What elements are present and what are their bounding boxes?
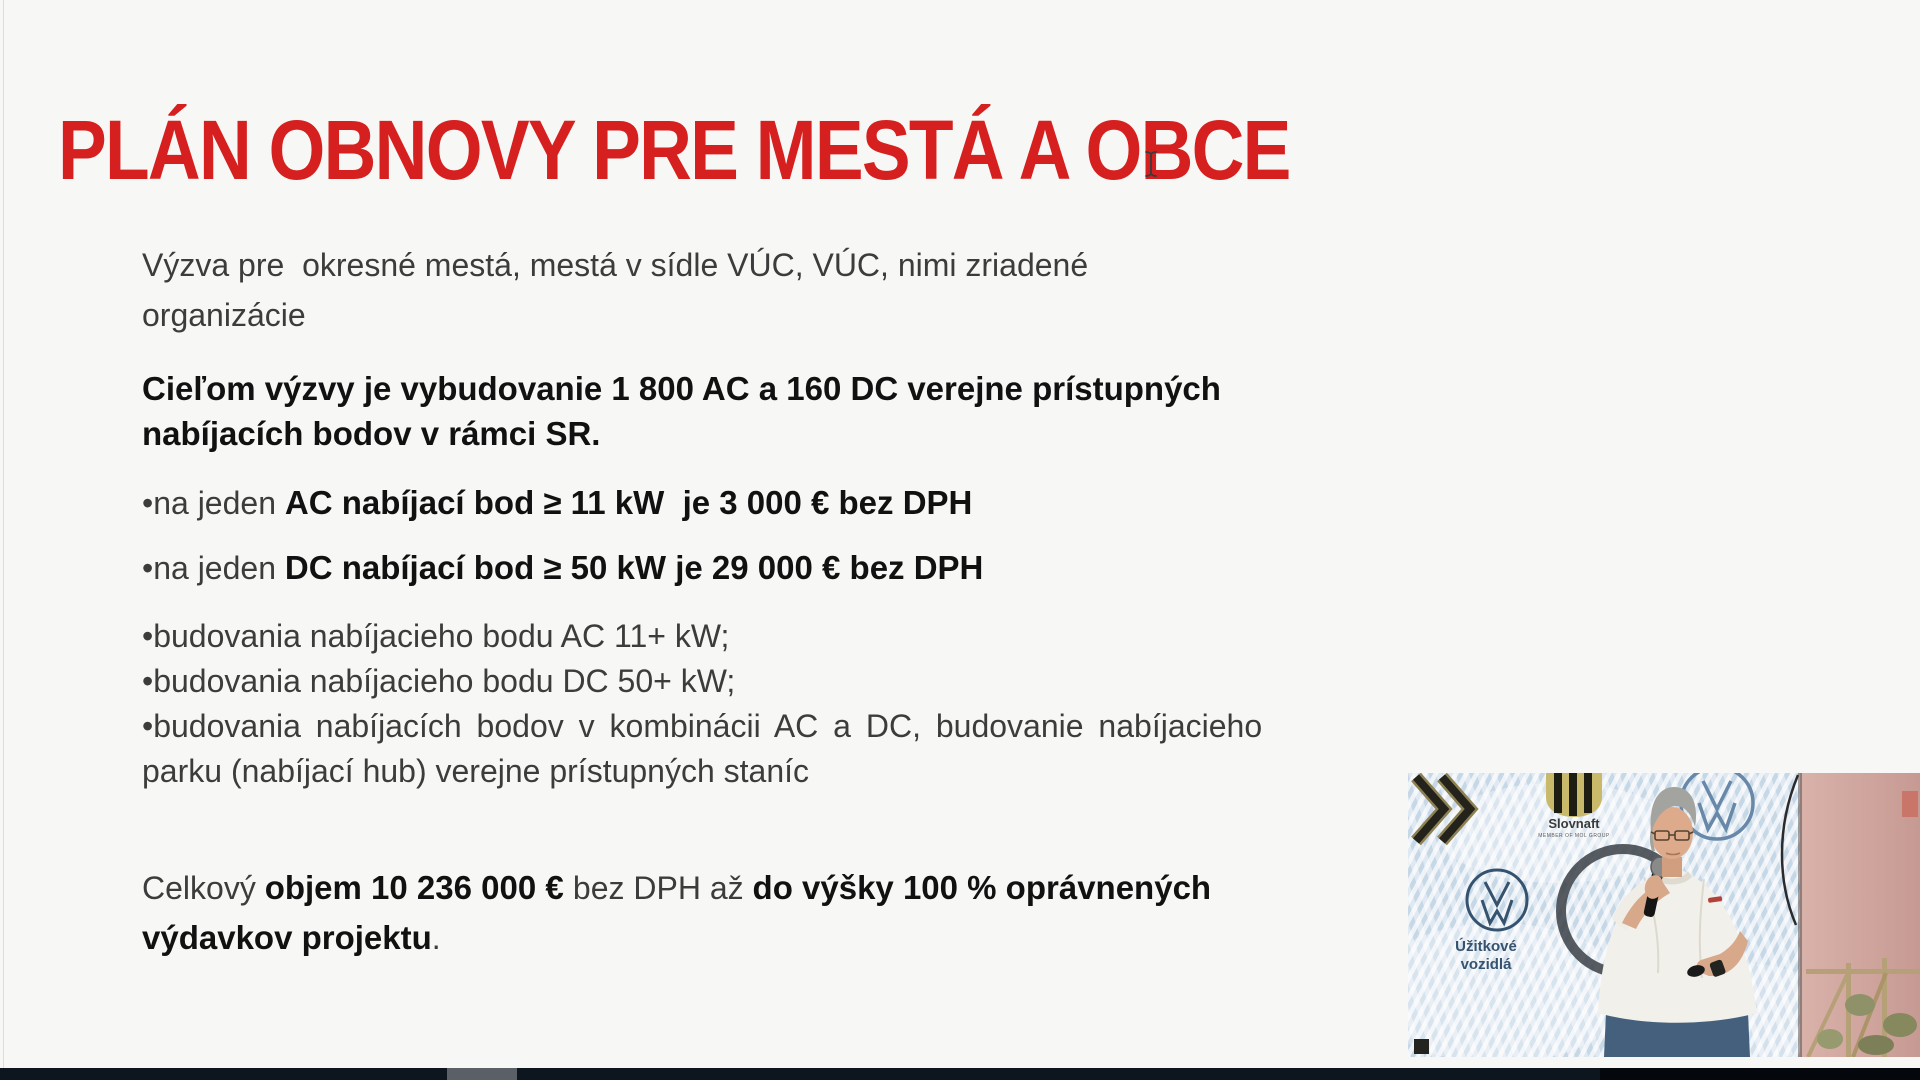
stage-side-panel [1798,773,1920,1057]
bottom-scrollbar-track [0,1068,1920,1080]
list-item-3-line-1: •budovania nabíjacích bodov v kombinácii AC a DC, budovanie nabíjacieho [142,708,1263,744]
list-item-3-line-2: parku (nabíjací hub) verejne prístupných staníc [142,753,810,789]
total-seg-4: do výšky 100 % oprávnených [752,869,1212,906]
slide-title: PLÁN OBNOVY PRE MESTÁ A OBCE [58,103,1290,198]
bullet-dc-bold: DC nabíjací bod ≥ 50 kW je 29 000 € bez DPH [284,549,984,586]
list-item-1: •budovania nabíjacieho bodu AC 11+ kW; [142,618,730,654]
build-types-list [142,614,1262,794]
bullet-ac-bold: AC nabíjací bod ≥ 11 kW je 3 000 € bez DPH [284,484,973,521]
intro-line-1: Výzva pre okresné mestá, mestá v sídle VÚC, VÚC, nimi zriadené [142,247,1089,283]
floor-object [1414,1039,1429,1054]
slovnaft-label: Slovnaft [1548,816,1600,831]
goal-line-2: nabíjacích bodov v rámci SR. [142,415,601,452]
total-seg-2: objem 10 236 000 € [264,869,573,906]
bottom-bar-dark-segment [1600,1068,1920,1080]
goal-paragraph [142,366,1221,456]
total-seg-3: bez DPH až [572,870,753,906]
vw-label-line-1: Úžitkové [1455,938,1517,955]
intro-paragraph [142,240,1088,340]
bullet-ac [142,480,972,526]
total-line-1 [142,863,1211,913]
goal-line-1: Cieľom výzvy je vybudovanie 1 800 AC a 160 DC verejne prístupných [142,370,1221,407]
total-line-2 [142,913,1211,963]
total-line2-bold: výdavkov projektu [142,919,432,956]
intro-line-2: organizácie [142,297,306,333]
total-line2-tail: . [431,920,441,956]
ibeam-cursor-icon [1142,150,1160,178]
bullet-dc-line [142,545,983,591]
vw-label-line-2: vozidlá [1460,956,1512,973]
slovnaft-sublabel: MEMBER OF MOL GROUP [1538,833,1610,839]
slovnaft-logo-icon [1538,773,1610,839]
total-paragraph [142,863,1211,963]
total-seg-1: Celkový [142,870,265,906]
bullet-dc [142,545,983,591]
presenter-video-overlay[interactable] [1408,773,1920,1057]
bullet-ac-prefix: •na jeden [142,485,285,521]
slide-left-border [3,0,4,1068]
list-item-2: •budovania nabíjacieho bodu DC 50+ kW; [142,663,736,699]
bullet-ac-line [142,480,972,526]
bullet-dc-prefix: •na jeden [142,550,285,586]
scrollbar-thumb[interactable] [447,1068,517,1080]
